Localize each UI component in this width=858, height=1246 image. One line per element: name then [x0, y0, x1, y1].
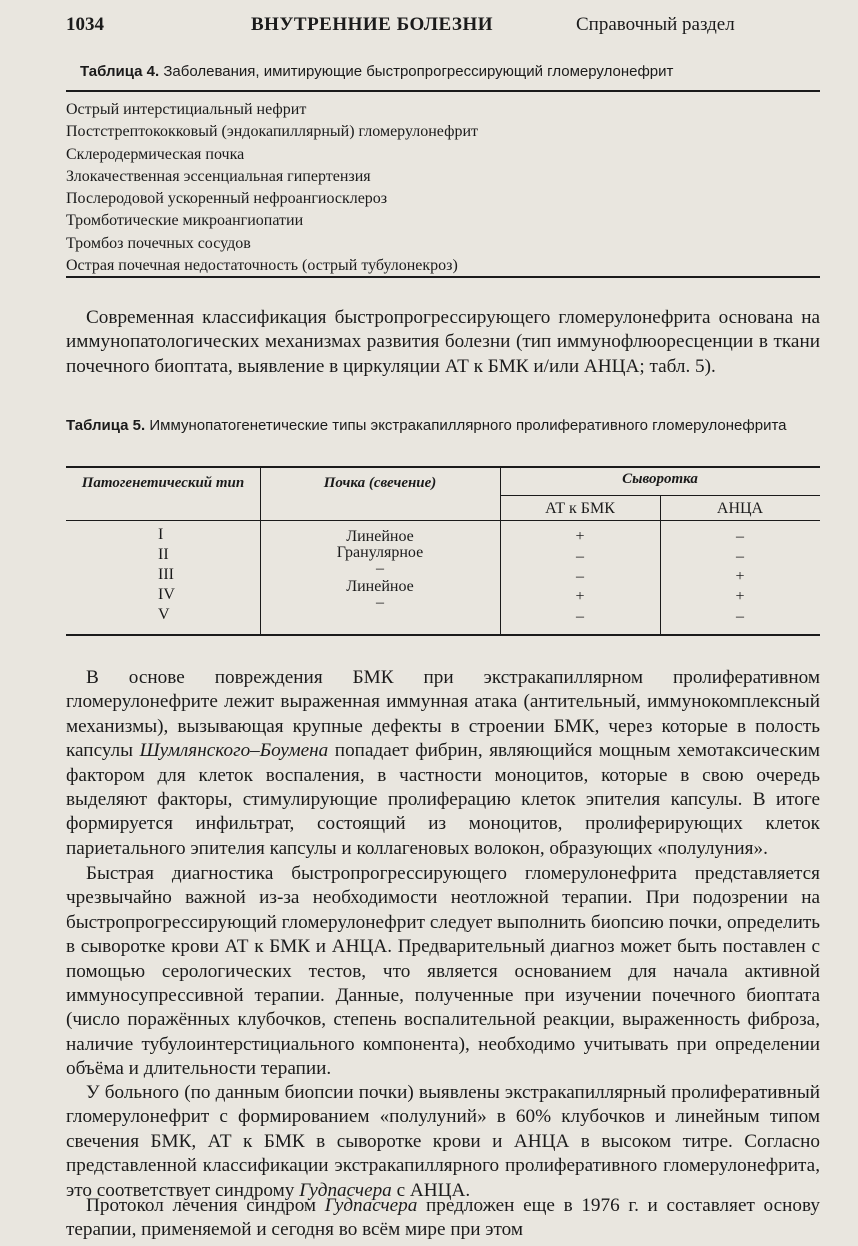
type-label: I [158, 526, 164, 543]
table4-caption [80, 62, 820, 82]
col-kidney: Почка (свечение) [323, 475, 437, 491]
paragraph-treatment-text: Протокол лечения синдром [86, 1195, 325, 1216]
table4-row: Тромботические микроангиопатии [66, 212, 304, 230]
reference-section: Справочный раздел [576, 14, 735, 35]
paragraph-classification: Современная классификация быстропрогрессирующего гломерулонефрита основана на иммунопатологических механизмах развития болезни (тип иммунофлюоресценции в ткани почечного биоптата, выявление в циркуляции АТ к БМК и/или АНЦА; табл. 5). [66, 307, 820, 377]
type-label: V [158, 606, 170, 623]
kidney-glow-value: Линейное [346, 528, 414, 545]
col-pathogenetic-type: Патогенетический тип [81, 475, 245, 491]
table5-serum-rule [500, 495, 820, 496]
paragraph-pathogenesis-text: В основе повреждения БМК при экстракапиллярном пролиферативном гломерулонефрите лежит выраженная иммунная атака (антительный, иммунокомплексный механизмы), вызывающая крупные дефекты в строении БМК, через которые в полость капсулы [66, 667, 820, 762]
running-header [66, 8, 828, 38]
table4-row: Тромбоз почечных сосудов [66, 234, 251, 252]
table5-header-rule [66, 520, 820, 521]
eponym-goodpasture: Гудпасчера [324, 1195, 418, 1216]
type-label: IV [158, 586, 175, 603]
kidney-glow-value: – [376, 560, 384, 577]
paragraph-diagnostics: Быстрая диагностика быстропрогрессирующего гломерулонефрита представляется чрезвычайно важной из-за необходимости неотложной терапии. При подозрении на быстропрогрессирующий гломерулонефрит следует выполнить биопсию почки, определить в сыворотке крови АТ к БМК и АНЦА. Предварительный диагноз может быть поставлен с помощью серологических тестов, что является основанием для начала активной иммуносупрессивной терапии. Данные, полученные при изучении почечного биоптата (число поражённых клубочков, степень воспалительной реакции, выраженность фиброза, наличие тубулоинтерстициального компонента), необходимо учитывать при определении объёма и длительности терапии. [66, 863, 820, 1080]
section-title: ВНУТРЕННИЕ БОЛЕЗНИ [251, 14, 494, 35]
col-serum: Сыворотка [622, 471, 698, 487]
paragraph-treatment-text: предложен еще в 1976 г. и составляет основу терапии, применяемой и сегодня во всём мире при этом [66, 1195, 820, 1241]
at-bmk-value: – [576, 548, 584, 565]
table4-top-rule [66, 90, 820, 92]
table5-divider [500, 466, 501, 634]
kidney-glow-value: – [376, 594, 384, 611]
anca-value: – [736, 548, 744, 565]
table4-row: Злокачественная эссенциальная гипертензия [66, 167, 371, 185]
anca-value: – [736, 608, 744, 625]
paragraph-case [66, 1081, 820, 1203]
paragraph-pathogenesis-text: попадает фибрин, являющийся мощным хемотаксическим фактором для клеток воспаления, в частности моноцитов, которые в свою очередь выделяют факторы, стимулирующие пролиферацию клеток эпителия капсулы. В итоге формируется инфильтрат, состоящий из моноцитов, пролиферирующих клеток париетального эпителия капсулы и коллагеновых волокон, образующих «полулуния». [66, 740, 820, 859]
table4-title: Заболевания, имитирующие быстропрогрессирующий гломерулонефрит [163, 63, 674, 80]
col-at-bmk: АТ к БМК [545, 500, 615, 517]
paragraph-treatment [66, 1194, 820, 1243]
col-anca: АНЦА [716, 500, 764, 517]
page-number: 1034 [66, 14, 104, 35]
at-bmk-value: – [576, 608, 584, 625]
type-label: II [158, 546, 169, 563]
anca-value: + [735, 588, 745, 605]
anca-value: – [736, 528, 744, 545]
eponym-shumlyansky-bowman: Шумлянского–Боумена [139, 740, 329, 762]
table5-top-rule [66, 466, 820, 468]
table5-bottom-rule [66, 634, 820, 636]
at-bmk-value: – [576, 568, 584, 585]
kidney-glow-value: Линейное [346, 578, 414, 595]
paragraph-case-text: с АНЦА. [391, 1179, 471, 1201]
table4-row: Острая почечная недостаточность (острый тубулонекроз) [66, 257, 458, 275]
at-bmk-value: + [575, 588, 585, 605]
table4-label: Таблица 4. [80, 63, 160, 80]
paragraph-pathogenesis [66, 666, 820, 861]
kidney-glow-value: Гранулярное [336, 544, 424, 561]
eponym-goodpasture: Гудпасчера [299, 1179, 392, 1201]
table4-row: Склеродермическая почка [66, 145, 245, 163]
table4-list [66, 99, 806, 277]
type-label: III [158, 566, 174, 583]
table5-caption [66, 416, 820, 436]
table4-row: Острый интерстициальный нефрит [66, 101, 307, 118]
table5-title: Иммунопатогенетические типы экстракапиллярного пролиферативного гломерулонефрита [149, 417, 787, 434]
table4-row: Послеродовой ускоренный нефроангиосклероз [66, 190, 388, 208]
at-bmk-value: + [575, 528, 585, 545]
table5 [66, 466, 820, 636]
table4-row: Постстрептококковый (эндокапиллярный) гломерулонефрит [66, 123, 479, 141]
table5-label: Таблица 5. [66, 417, 146, 434]
paragraph-case-text: У больного (по данным биопсии почки) выявлены экстракапиллярный пролиферативный гломерулонефрит с формированием «полулуний» в 60% клубочков и линейным типом свечения БМК, АТ к БМК в сыворотке крови и АНЦА в высоком титре. Согласно представленной классификации экстракапиллярного пролиферативного гломерулонефрита, это соответствует синдрому [66, 1082, 820, 1201]
anca-value: + [735, 568, 745, 585]
table4-bottom-rule [66, 276, 820, 278]
